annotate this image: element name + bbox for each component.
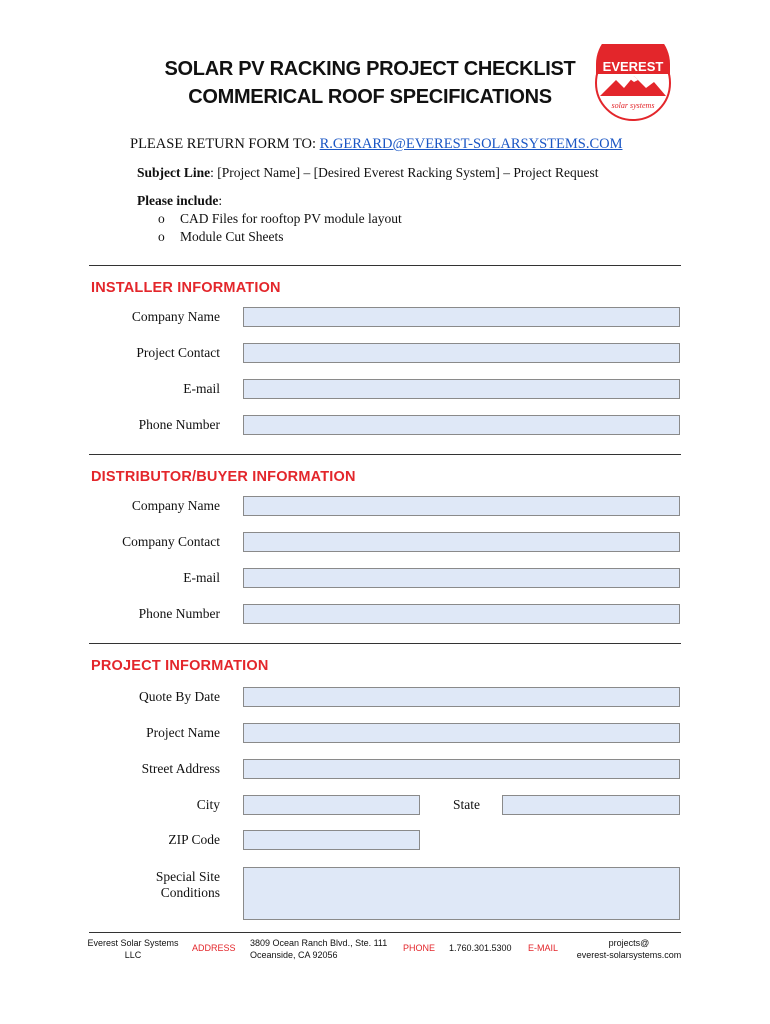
footer-phone-label: PHONE [403,943,436,953]
state-label: State [453,797,480,812]
project-heading: PROJECT INFORMATION [91,658,269,674]
quote-date-label: Quote By Date [139,689,220,704]
section-divider [89,643,681,644]
distributor-email-label: E-mail [183,570,220,585]
installer-phone-label: Phone Number [138,417,220,432]
footer-company: Everest Solar Systems LLC [87,938,179,960]
footer-email-label: E-MAIL [528,943,559,953]
distributor-company-input[interactable] [243,496,680,516]
quote-date-input[interactable] [243,687,680,707]
return-email-link[interactable]: R.GERARD@EVEREST-SOLARSYSTEMS.COM [319,136,623,152]
footer-address-label: ADDRESS [192,943,236,953]
logo-text-bottom: solar systems [611,101,655,110]
installer-contact-input[interactable] [243,343,680,363]
project-name-label: Project Name [146,725,220,740]
installer-phone-input[interactable] [243,415,680,435]
zip-input[interactable] [243,830,420,850]
footer-phone: 1.760.301.5300 [449,943,512,953]
city-label: City [196,797,220,812]
title-line-2: COMMERICAL ROOF SPECIFICATIONS [188,86,552,108]
project-name-input[interactable] [243,723,680,743]
street-address-input[interactable] [243,759,680,779]
footer-email: projects@ everest-solarsystems.com [576,938,682,960]
distributor-phone-input[interactable] [243,604,680,624]
distributor-company-label: Company Name [131,498,220,513]
include-item: o CAD Files for rooftop PV module layout [158,211,402,226]
distributor-contact-input[interactable] [243,532,680,552]
footer-address: 3809 Ocean Ranch Blvd., Ste. 111 Oceanside, CA 92056 [250,938,388,960]
section-divider [89,265,681,266]
subject-line [137,165,599,181]
subject-label: Subject Line [137,165,211,180]
bullet-icon: o [158,229,165,244]
include-label: Please include [137,193,219,208]
distributor-email-input[interactable] [243,568,680,588]
return-prefix: PLEASE RETURN FORM TO: [130,136,320,152]
installer-contact-label: Project Contact [136,345,220,360]
subject-text: : [Project Name] – [Desired Everest Racking System] – Project Request [210,165,599,180]
special-conditions-label-2: Conditions [160,885,220,900]
include-item: o Module Cut Sheets [158,229,284,244]
footer-divider [89,932,681,933]
distributor-heading: DISTRIBUTOR/BUYER INFORMATION [91,469,356,485]
bullet-icon: o [158,211,165,226]
section-divider [89,454,681,455]
logo-text-top: EVEREST [602,59,664,74]
special-conditions-textarea[interactable] [243,867,680,920]
street-address-label: Street Address [141,761,220,776]
installer-company-label: Company Name [131,309,220,324]
installer-company-input[interactable] [243,307,680,327]
city-input[interactable] [243,795,420,815]
special-conditions-label-1: Special Site [155,869,220,884]
installer-email-label: E-mail [183,381,220,396]
installer-email-input[interactable] [243,379,680,399]
return-instruction [130,136,622,153]
zip-label: ZIP Code [168,832,220,847]
everest-logo [594,44,672,122]
distributor-contact-label: Company Contact [122,534,220,549]
include-heading: Please include: [137,193,223,208]
distributor-phone-label: Phone Number [138,606,220,621]
installer-heading: INSTALLER INFORMATION [91,280,281,296]
state-input[interactable] [502,795,680,815]
title-line-1: SOLAR PV RACKING PROJECT CHECKLIST [164,58,576,80]
